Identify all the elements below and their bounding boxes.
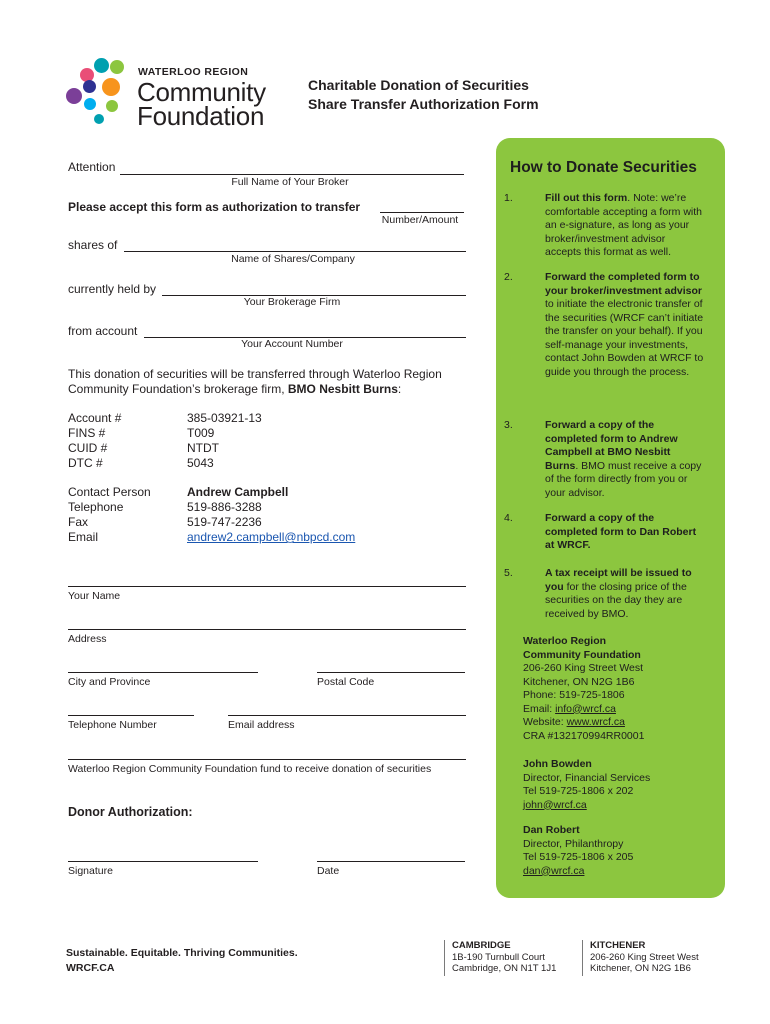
held-label: currently held by [68,282,157,296]
broker-name-caption: Full Name of Your Broker [231,176,349,188]
intro-text: This donation of securities will be transferred through Waterloo Region Community Foundation’s brokerage firm, BMO Nesbitt Burns: [68,367,442,396]
email-caption: Email address [228,719,295,731]
step-2: 2. Forward the completed form to your broker/investment advisor to initiate the electronic transfer of the securities (WRCF can’t initiate the transfer on your behalf). If you self-manage your investments, contact John Bowden at WRCF to guide you through the process. [504,271,704,378]
john-contact: John Bowden Director, Financial Services Tel 519-725-1806 x 202 john@wrcf.ca [523,758,651,811]
john-email-link[interactable]: john@wrcf.ca [523,798,587,811]
logo-dot-icon [102,78,120,96]
footer-kitchener: KITCHENER 206-260 King Street West Kitchener, ON N2G 1B6 [590,940,699,974]
account-label: from account [68,324,138,338]
amount-caption: Number/Amount [381,214,459,226]
broker-name-field[interactable] [120,174,464,175]
logo-dot-icon [83,80,96,93]
info-row: Email andrew2.campbell@nbpcd.com [68,530,356,544]
city-field[interactable] [68,672,258,673]
account-info [68,411,368,471]
info-row: Account # 385-03921-13 [68,411,262,425]
telephone-field[interactable] [68,715,194,716]
your-name-caption: Your Name [68,590,121,602]
info-row: CUID # NTDT [68,441,219,455]
contact-info [68,485,408,545]
step-4: 4. Forward a copy of the completed form to Dan Robert at WRCF. [504,512,697,551]
brokerage-caption: Your Brokerage Firm [243,296,341,308]
info-row: Contact Person Andrew Campbell [68,485,289,499]
logo-dot-icon [106,100,118,112]
org-contact: Waterloo Region Community Foundation 206-260 King Street West Kitchener, ON N2G 1B6 Phone: 519-725-1806 Email: info@wrcf.ca Website: www.wrcf.ca CRA #132170994RR0001 [523,635,645,742]
sidebar-title: How to Donate Securities [510,159,697,176]
form-title: Charitable Donation of Securities Share Transfer Authorization Form [308,77,539,112]
shares-field[interactable] [124,251,466,252]
account-caption: Your Account Number [241,338,343,350]
fund-field[interactable] [68,759,466,760]
signature-field[interactable] [68,861,258,862]
dan-contact: Dan Robert Director, Philanthropy Tel 519-725-1806 x 205 dan@wrcf.ca [523,824,634,877]
shares-label: shares of [68,238,118,252]
footer-cambridge: CAMBRIDGE 1B-190 Turnbull Court Cambridge, ON N1T 1J1 [452,940,557,974]
date-caption: Date [317,865,340,877]
date-field[interactable] [317,861,465,862]
footer-tagline: Sustainable. Equitable. Thriving Communities. [66,947,298,959]
logo-dot-icon [110,60,124,74]
city-caption: City and Province [68,676,151,688]
postal-code-field[interactable] [317,672,465,673]
info-row: FINS # T009 [68,426,215,440]
logo-dot-icon [94,58,109,73]
logo-region: WATERLOO REGION [138,66,249,78]
postal-code-caption: Postal Code [317,676,375,688]
wrcf-logo [66,56,266,131]
donor-auth-heading: Donor Authorization: [68,805,193,819]
step-3: 3. Forward a copy of the completed form to Andrew Campbell at BMO Nesbitt Burns. BMO must receive a copy of the form directly from you or your advisor. [504,419,702,499]
step-5: 5. A tax receipt will be issued to you for the closing price of the securities on the day they are received by BMO. [504,567,692,620]
shares-caption: Name of Shares/Company [231,253,355,265]
logo-dot-icon [84,98,96,110]
logo-dot-icon [66,88,82,104]
logo-dot-icon [94,114,104,124]
telephone-caption: Telephone Number [68,719,157,731]
info-email-link[interactable]: info@wrcf.ca [555,702,616,715]
address-field[interactable] [68,629,466,630]
step-1: 1. Fill out this form. Note: we’re comfortable accepting a form with an e-signature, as long as your broker/investment advisor accepts this format as well. [504,192,702,258]
info-row: Fax 519-747-2236 [68,515,262,529]
info-row: DTC # 5043 [68,456,214,470]
info-row: Telephone 519-886-3288 [68,500,262,514]
signature-caption: Signature [68,865,113,877]
amount-field[interactable] [380,212,464,213]
andrew-email-link[interactable]: andrew2.campbell@nbpcd.com [187,530,356,544]
your-name-field[interactable] [68,586,466,587]
email-field[interactable] [228,715,466,716]
address-caption: Address [68,633,107,645]
attention-label: Attention [68,160,116,174]
how-to-sidebar [496,138,725,898]
fund-caption: Waterloo Region Community Foundation fund to receive donation of securities [68,763,432,775]
accept-label: Please accept this form as authorization to transfer [68,200,361,214]
logo-foundation: Foundation [137,101,265,131]
footer-website[interactable]: WRCF.CA [66,962,115,974]
footer-divider [582,940,583,976]
dan-email-link[interactable]: dan@wrcf.ca [523,864,585,877]
website-link[interactable]: www.wrcf.ca [566,716,625,728]
logo-community: Community [137,77,266,107]
footer-divider [444,940,445,976]
